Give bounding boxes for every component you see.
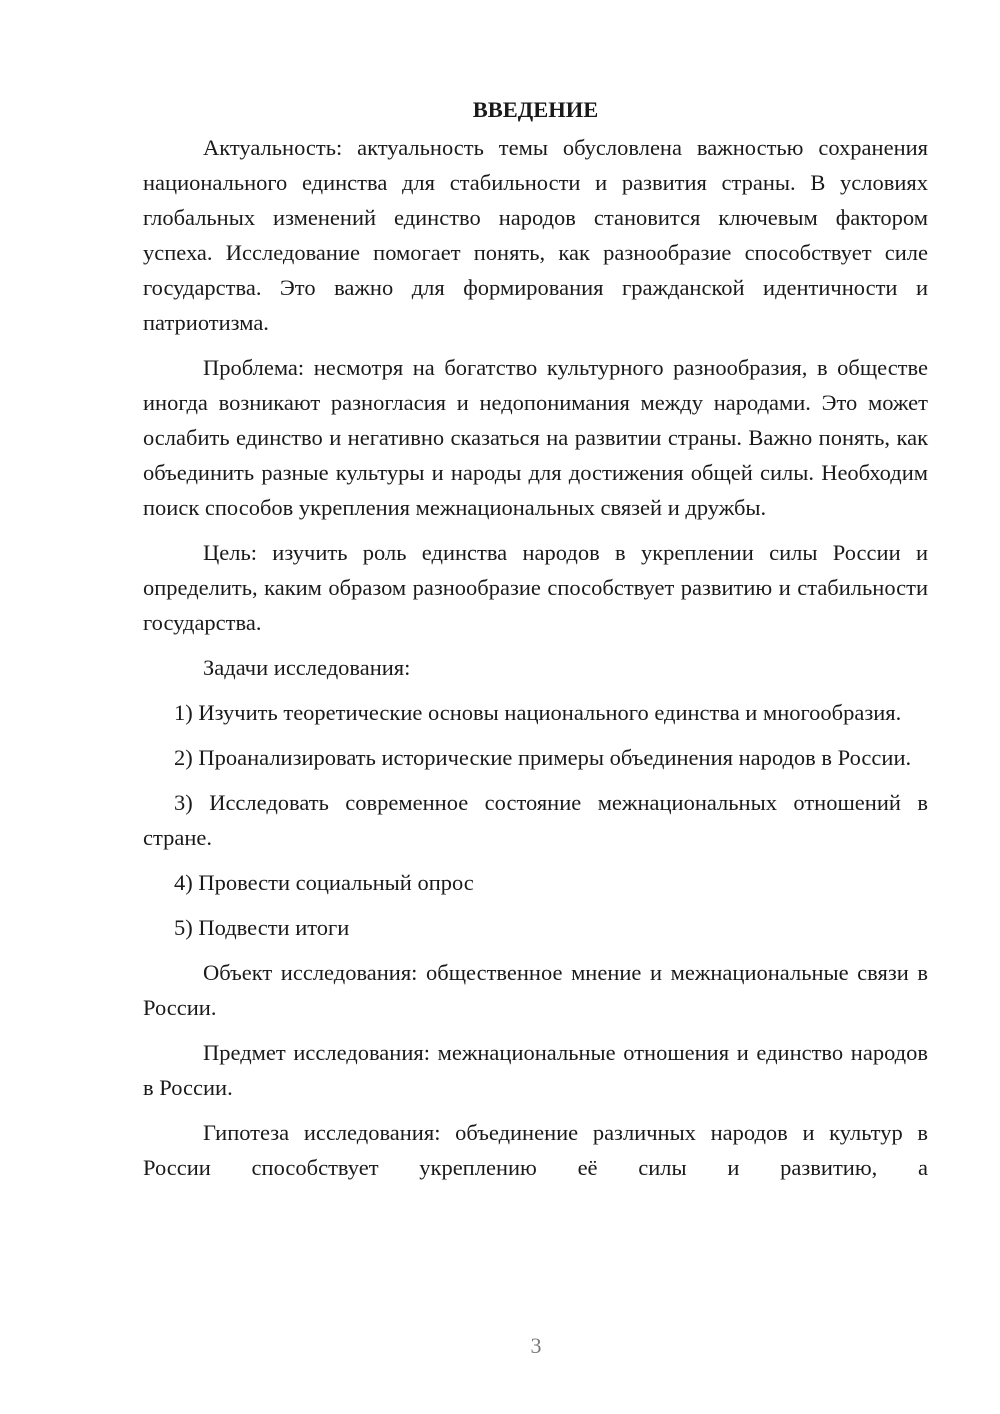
hypothesis-paragraph: Гипотеза исследования: объединение различных народов и культур в России способствует укреплению её силы и развитию, а [143, 1120, 928, 1180]
task-item: 1) Изучить теоретические основы национального единства и многообразия. [174, 700, 902, 725]
task-item: 3) Исследовать современное состояние межнациональных отношений в стране. [143, 790, 928, 850]
task-item: 2) Проанализировать исторические примеры объединения народов в России. [174, 745, 912, 770]
task-item: 5) Подвести итоги [174, 915, 350, 940]
page-number: 3 [530, 1333, 542, 1358]
goal-paragraph: Цель: изучить роль единства народов в укреплении силы России и определить, каким образом разнообразие способствует развитию и стабильности государства. [143, 540, 928, 635]
relevance-paragraph: Актуальность: актуальность темы обусловлена важностью сохранения национального единства для стабильности и развития страны. В условиях глобальных изменений единство народов становится ключевым фактором успеха. Исследование помогает понять, как разнообразие способствует силе государства. Это важно для формирования гражданской идентичности и патриотизма. [143, 135, 928, 335]
object-paragraph: Объект исследования: общественное мнение и межнациональные связи в России. [143, 960, 928, 1020]
tasks-heading: Задачи исследования: [203, 655, 411, 680]
section-title: ВВЕДЕНИЕ [472, 97, 599, 122]
page-content [143, 92, 928, 1185]
subject-paragraph: Предмет исследования: межнациональные отношения и единство народов в России. [143, 1040, 928, 1100]
task-item: 4) Провести социальный опрос [174, 870, 474, 895]
problem-paragraph: Проблема: несмотря на богатство культурного разнообразия, в обществе иногда возникают разногласия и недопонимания между народами. Это может ослабить единство и негативно сказаться на развитии страны. Важно понять, как объединить разные культуры и народы для достижения общей силы. Необходим поиск способов укрепления межнациональных связей и дружбы. [143, 355, 928, 520]
